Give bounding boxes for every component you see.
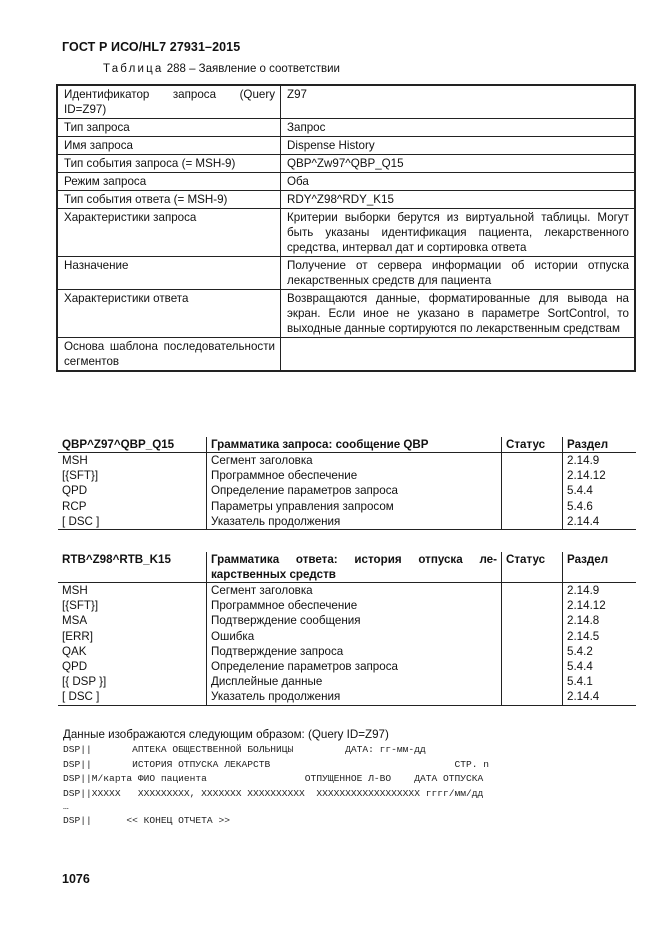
table-row [57, 119, 635, 137]
status-cell [502, 629, 563, 644]
row-label: Тип события ответа (= MSH-9) [57, 191, 281, 209]
table-row [58, 613, 636, 628]
section-cell: 2.14.12 [563, 598, 637, 613]
grammar-header-row [58, 437, 636, 453]
segment-cell: MSH [62, 584, 88, 597]
section-cell: 5.4.6 [563, 499, 637, 514]
table-row [57, 338, 635, 372]
description-cell: Определение параметров запроса [207, 483, 502, 498]
description-cell: Программное обеспечение [207, 598, 502, 613]
display-intro: Данные изображаются следующим образом: (Query ID=Z97) [63, 728, 389, 741]
section-cell: 5.4.4 [563, 659, 637, 674]
row-label: Основа шаблона последовательности сегментов [57, 338, 281, 372]
row-value: Критерии выборки берутся из виртуальной таблицы. Могут быть указаны идентификация пациента, лекарственного средства, интервал дат и сортировка ответа [281, 209, 636, 257]
section-cell: 2.14.9 [563, 453, 637, 469]
section-header: Раздел [563, 437, 637, 453]
row-value: Dispense History [281, 137, 636, 155]
row-value [281, 338, 636, 372]
status-cell [502, 689, 563, 705]
table-row [58, 674, 636, 689]
section-cell: 2.14.5 [563, 629, 637, 644]
row-label: Назначение [57, 257, 281, 290]
table-row [58, 514, 636, 530]
grammar-title-header: Грамматика ответа: история отпуска лекарственных средств [207, 552, 502, 583]
grammar-header-row [58, 552, 636, 583]
row-label: Идентификатор запроса (Query ID=Z97) [57, 85, 281, 119]
display-line: DSP||XXXXX XXXXXXXXX, XXXXXXX XXXXXXXXXX XXXXXXXXXXXXXXXXXX гггг/мм/дд [63, 788, 484, 799]
section-cell: 5.4.4 [563, 483, 637, 498]
message-structure-header: QBP^Z97^QBP_Q15 [58, 437, 207, 453]
table-row [58, 583, 636, 599]
status-header: Статус [502, 552, 563, 583]
section-cell: 5.4.2 [563, 644, 637, 659]
display-line: DSP||М/карта ФИО пациента ОТПУЩЕННОЕ Л-ВО ДАТА ОТПУСКА [63, 773, 484, 784]
display-line: DSP|| ИСТОРИЯ ОТПУСКА ЛЕКАРСТВ СТР. n [63, 759, 490, 770]
row-label: Имя запроса [57, 137, 281, 155]
section-cell: 2.14.12 [563, 468, 637, 483]
query-grammar-table [58, 437, 636, 530]
segment-cell: [ DSC ] [58, 514, 207, 530]
table-row [58, 689, 636, 705]
table-row [58, 499, 636, 514]
table-row [57, 137, 635, 155]
row-value: QBP^Zw97^QBP_Q15 [281, 155, 636, 173]
status-cell [502, 499, 563, 514]
description-cell: Дисплейные данные [207, 674, 502, 689]
segment-cell: [{ DSP }] [62, 675, 107, 689]
status-cell [502, 468, 563, 483]
row-label: Тип запроса [57, 119, 281, 137]
table-row [58, 629, 636, 644]
section-header: Раздел [563, 552, 637, 583]
response-grammar-table [58, 552, 636, 706]
segment-cell: MSH [62, 454, 88, 467]
description-cell: Указатель продолжения [207, 514, 502, 530]
segment-cell: [{SFT}] [62, 599, 99, 613]
segment-cell: MSA [62, 614, 88, 628]
segment-cell: RCP [62, 499, 87, 513]
row-value: Возвращаются данные, форматированные для вывода на экран. Если иное не указано в параметре SortControl, то выходные данные сортируются по лекарственным средствам [281, 290, 636, 338]
segment-cell: QPD [62, 660, 88, 674]
table-row [57, 257, 635, 290]
description-cell: Указатель продолжения [207, 689, 502, 705]
table-row [57, 290, 635, 338]
caption-text: 288 – Заявление о соответствии [166, 63, 340, 75]
section-cell: 2.14.8 [563, 613, 637, 628]
status-cell [502, 483, 563, 498]
status-cell [502, 659, 563, 674]
description-cell: Определение параметров запроса [207, 659, 502, 674]
status-cell [502, 453, 563, 469]
table-caption [103, 63, 340, 75]
document-header: ГОСТ Р ИСО/HL7 27931–2015 [62, 40, 241, 54]
status-cell [502, 583, 563, 599]
table-row [58, 644, 636, 659]
display-ellipsis: … [63, 801, 69, 812]
description-cell: Параметры управления запросом [207, 499, 502, 514]
display-line: DSP|| АПТЕКА ОБЩЕСТВЕННОЙ БОЛЬНИЦЫ ДАТА: гг-мм-дд [63, 744, 426, 755]
page-number: 1076 [62, 872, 90, 886]
status-cell [502, 674, 563, 689]
segment-cell: [{SFT}] [62, 469, 99, 483]
table-row [58, 483, 636, 498]
section-cell: 5.4.1 [563, 674, 637, 689]
status-cell [502, 644, 563, 659]
description-cell: Ошибка [207, 629, 502, 644]
description-cell: Сегмент заголовка [207, 453, 502, 469]
segment-cell: QAK [62, 644, 87, 658]
row-label: Тип события запроса (= MSH-9) [57, 155, 281, 173]
conformance-table [56, 84, 636, 372]
table-row [57, 155, 635, 173]
row-label: Режим запроса [57, 173, 281, 191]
table-row [58, 453, 636, 469]
row-value: Z97 [281, 85, 636, 119]
description-cell: Сегмент заголовка [207, 583, 502, 599]
table-row [57, 191, 635, 209]
row-label: Характеристики ответа [57, 290, 281, 338]
caption-word: Таблица [103, 63, 164, 75]
table-row [58, 659, 636, 674]
segment-cell: [ DSC ] [58, 689, 207, 705]
table-row [58, 598, 636, 613]
section-cell: 2.14.9 [563, 583, 637, 599]
description-cell: Подтверждение запроса [207, 644, 502, 659]
status-cell [502, 598, 563, 613]
segment-cell: QPD [62, 484, 88, 498]
description-cell: Подтверждение сообщения [207, 613, 502, 628]
table-row [57, 173, 635, 191]
section-cell: 2.14.4 [563, 514, 637, 530]
row-value: Запрос [281, 119, 636, 137]
table-row [57, 85, 635, 119]
description-cell: Программное обеспечение [207, 468, 502, 483]
table-row [57, 209, 635, 257]
status-header: Статус [502, 437, 563, 453]
status-cell [502, 613, 563, 628]
segment-cell: [ERR] [62, 629, 93, 643]
grammar-title-header: Грамматика запроса: сообщение QBP [207, 437, 502, 453]
display-line: DSP|| << КОНЕЦ ОТЧЕТА >> [63, 815, 230, 826]
row-value: Оба [281, 173, 636, 191]
row-value: RDY^Z98^RDY_K15 [281, 191, 636, 209]
row-value: Получение от сервера информации об истории отпуска лекарственных средств для пациента [281, 257, 636, 290]
status-cell [502, 514, 563, 530]
table-row [58, 468, 636, 483]
message-structure-header: RTB^Z98^RTB_K15 [58, 552, 207, 583]
section-cell: 2.14.4 [563, 689, 637, 705]
row-label: Характеристики запроса [57, 209, 281, 257]
